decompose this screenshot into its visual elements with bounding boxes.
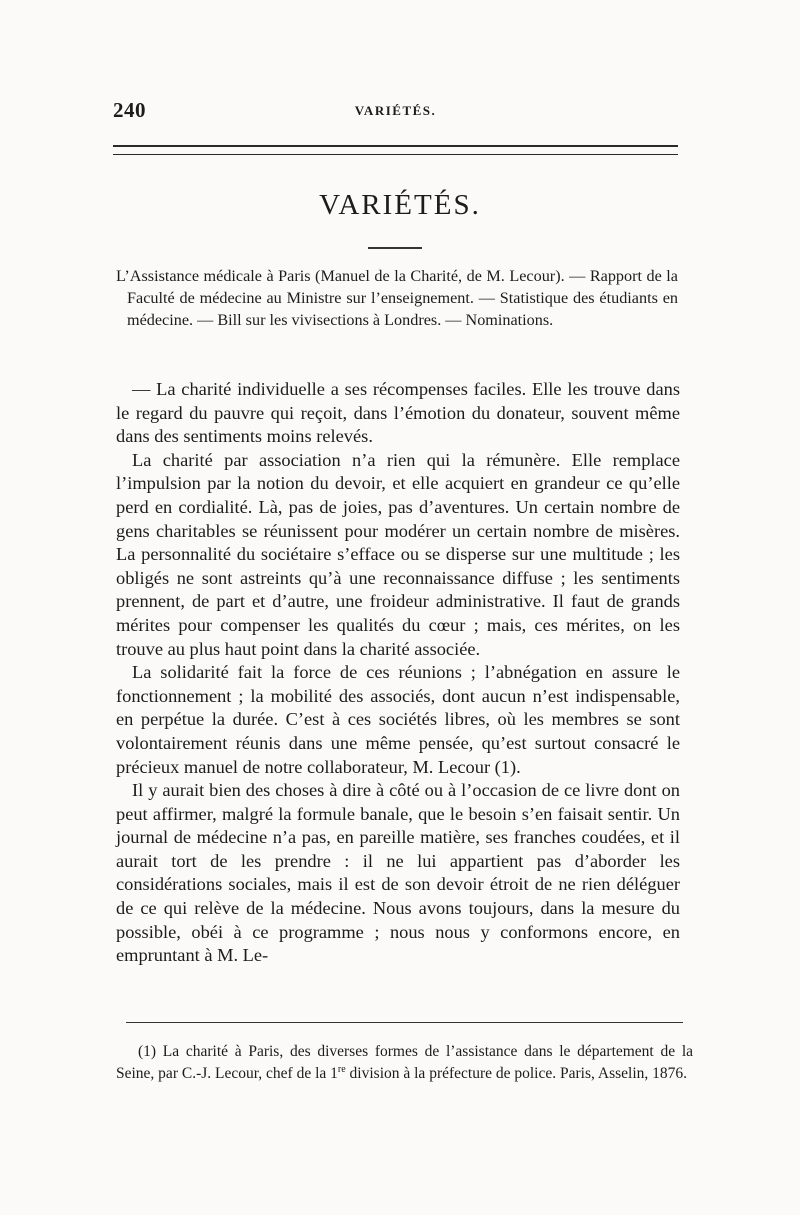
section-title: VARIÉTÉS. [319,189,481,221]
header-double-rule [113,145,678,155]
footnote-text-start: (1) La charité à Paris, des diverses formes de l’assistance dans le département de la Seine, par C.-J. Lecour, chef de la 1 [116,1043,693,1082]
paragraph-4: Il y aurait bien des choses à dire à côté ou à l’occasion de ce livre dont on peut affirmer, malgré la formule banale, que le besoin s’en faisait sentir. Un journal de médecine n’a pas, en pareille matière, ses franches coudées, et il aurait tort de les prendre : il ne lui appartient pas d’aborder les considérations sociales, mais il est de son devoir étroit de ne rien déléguer de ce qui relève de la médecine. Nous avons toujours, dans la mesure du possible, obéi à ce programme ; nous nous y conformons encore, en empruntant à M. Le- [116,780,680,966]
paragraph-1: — La charité individuelle a ses récompenses faciles. Elle les trouve dans le regard du pauvre qui reçoit, dans l’émotion du donateur, souvent même dans des sentiments moins relevés. [116,379,680,447]
footnote-rule [126,1022,683,1023]
footnote-text-end: division à la préfecture de police. Paris, Asselin, 1876. [345,1064,688,1082]
footnote-superscript: re [337,1063,346,1075]
section-summary [116,265,678,331]
running-title: VARIÉTÉS. [354,103,437,118]
summary-text: L’Assistance médicale à Paris (Manuel de la Charité, de M. Lecour). — Rapport de la Faculté de médecine au Ministre sur l’enseignement. — Statistique des étudiants en médecine. — Bill sur les vivisections à Londres. — Nominations. [116,267,678,329]
page-number: 240 [113,98,146,122]
footnote-text [116,1041,693,1084]
footnote [116,1041,693,1084]
paragraph-2: La charité par association n’a rien qui la rémunère. Elle remplace l’impulsion par la notion du devoir, et elle acquiert en grandeur ce qu’elle perd en cordialité. Là, pas de joies, pas d’aventures. Un certain nombre de gens charitables se réunissent pour modérer un certain nombre de misères. La personnalité du sociétaire s’efface ou se disperse sur une multitude ; les obligés ne sont astreints qu’à une reconnaissance diffuse ; les sentiments prennent, de part et d’autre, une froideur administrative. Il faut de grands mérites pour compenser les qualités du cœur ; mais, ces mérites, on les trouve au plus haut point dans la charité associée. [116,449,680,659]
article-body [116,378,680,968]
paragraph-3: La solidarité fait la force de ces réunions ; l’abnégation en assure le fonctionnement ; la mobilité des associés, dont aucun n’est indispensable, en perpétue la durée. C’est à ces sociétés libres, où les membres se sont volontairement réunis dans une même pensée, qu’est surtout consacré le précieux manuel de notre collaborateur, M. Lecour (1). [116,662,680,777]
running-head [113,98,678,128]
title-rule [368,247,422,249]
